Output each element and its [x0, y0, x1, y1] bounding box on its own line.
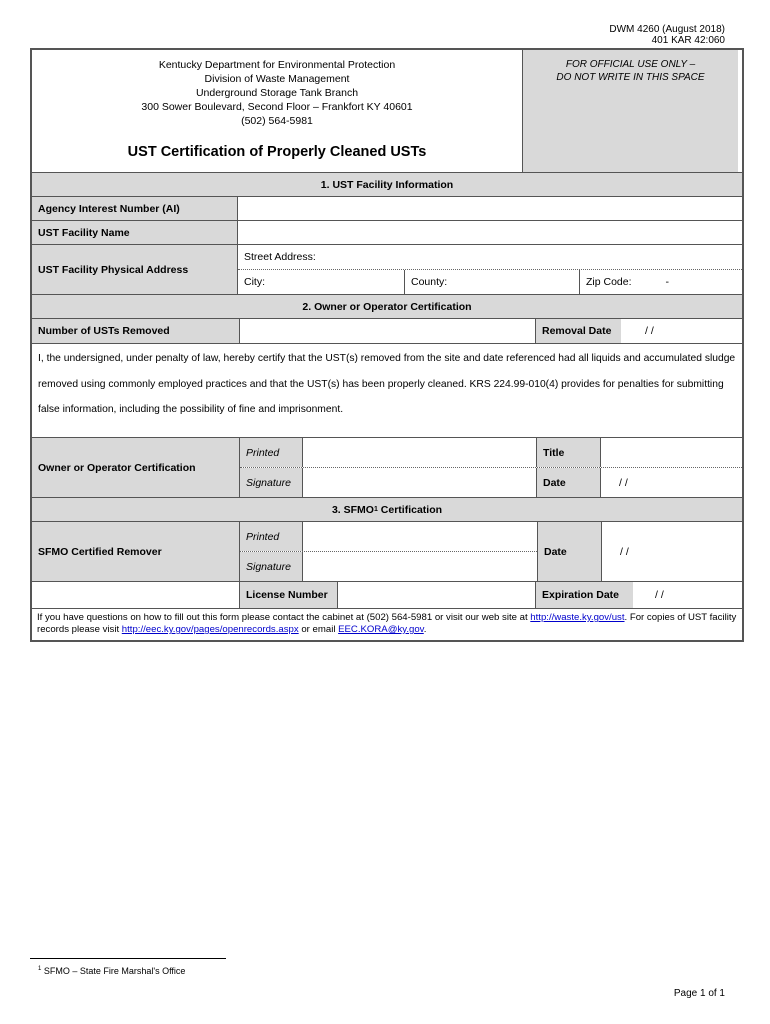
form-number: DWM 4260 (August 2018) [609, 24, 725, 35]
footnote-rule [30, 958, 226, 959]
page-number: Page 1 of 1 [673, 988, 725, 999]
owner-signature-input[interactable] [302, 468, 536, 497]
address-label: UST Facility Physical Address [32, 245, 237, 294]
help-text-part: . [423, 624, 427, 635]
ai-input[interactable] [237, 197, 742, 220]
street-address-label: Street Address: [244, 251, 316, 263]
section3-heading-prefix: 3. SFMO [331, 503, 374, 516]
facility-name-input[interactable] [237, 221, 742, 244]
form-title: UST Certification of Properly Cleaned USTs [127, 144, 427, 160]
zip-label: Zip Code: [586, 276, 632, 288]
sfmo-remover-row [32, 521, 742, 581]
official-use-line: FOR OFFICIAL USE ONLY – [565, 59, 696, 70]
footnote-marker: 1 [38, 966, 42, 972]
city-label: City: [244, 276, 265, 288]
removal-date-input[interactable] [621, 319, 742, 343]
license-number-input[interactable] [337, 582, 535, 608]
help-text [32, 609, 742, 640]
section2-heading: 2. Owner or Operator Certification [302, 300, 472, 313]
sfmo-remover-fields [239, 522, 742, 581]
owner-title-label: Title [536, 438, 600, 467]
waste-website-link[interactable]: http://waste.ky.gov/ust [530, 612, 625, 623]
address-row [32, 244, 742, 294]
certification-statement: I, the undersigned, under penalty of law, hereby certify that the UST(s) removed from the site and date referenced had all liquids and accumulated sludge removed using commonly employed practices and that the UST(s) has been properly cleaned. KRS 224.99-010(4) provides for penalties for submitting false information, including the possibility of fine and imprisonment. [38, 353, 736, 415]
city-field[interactable] [238, 270, 404, 294]
county-field[interactable] [404, 270, 579, 294]
section3-heading-suffix: Certification [377, 503, 443, 516]
county-label: County: [411, 276, 448, 288]
agency-line: Division of Waste Management [204, 73, 350, 85]
help-text-part: . For copies of UST facility records please visit [37, 612, 737, 635]
help-row [32, 608, 742, 640]
agency-line: Kentucky Department for Environmental Protection [158, 59, 396, 71]
license-number-label: License Number [239, 582, 337, 608]
expiration-date-label: Expiration Date [535, 582, 633, 608]
removal-row [32, 318, 742, 343]
sfmo-date-slashes: / / [620, 545, 629, 558]
owner-cert-label: Owner or Operator Certification [32, 438, 239, 497]
removal-date-label: Removal Date [535, 319, 621, 343]
license-row [32, 581, 742, 608]
agency-line: Underground Storage Tank Branch [195, 87, 359, 99]
help-text-part: If you have questions on how to fill out this form please contact the cabinet at (502) 564-5981 or visit our web site at [37, 612, 531, 623]
sfmo-printed-input[interactable] [302, 522, 537, 551]
section1-heading: 1. UST Facility Information [320, 178, 454, 191]
sfmo-signature-input[interactable] [302, 552, 537, 581]
sfmo-date-input[interactable] [601, 522, 742, 581]
official-use-line: DO NOT WRITE IN THIS SPACE [556, 72, 705, 83]
sfmo-remover-label: SFMO Certified Remover [32, 522, 239, 581]
owner-title-input[interactable] [600, 438, 742, 467]
form-reference [609, 24, 725, 46]
city-county-zip-row [238, 269, 742, 294]
owner-printed-label: Printed [240, 438, 302, 467]
section3-footnote-marker: 1 [373, 506, 378, 513]
zip-field[interactable] [579, 270, 742, 294]
owner-printed-row [240, 438, 742, 467]
ai-row [32, 196, 742, 220]
expiration-date-input[interactable] [633, 582, 742, 608]
num-removed-label: Number of USTs Removed [32, 319, 239, 343]
help-text-part: or email [298, 624, 339, 635]
regulation-number: 401 KAR 42:060 [651, 35, 725, 46]
owner-cert-fields [239, 438, 742, 497]
sfmo-name-fields [240, 522, 537, 581]
agency-line: (502) 564-5981 [241, 115, 313, 127]
num-removed-input[interactable] [239, 319, 535, 343]
footnote-text: SFMO – State Fire Marshal's Office [41, 966, 186, 976]
facility-name-row [32, 220, 742, 244]
agency-line: 300 Sower Boulevard, Second Floor – Frankfort KY 40601 [141, 101, 413, 113]
agency-block [32, 50, 522, 172]
owner-date-input[interactable] [600, 468, 742, 497]
section1-heading-row [32, 172, 742, 196]
owner-printed-input[interactable] [302, 438, 536, 467]
owner-signature-label: Signature [240, 468, 302, 497]
sfmo-printed-label: Printed [240, 522, 302, 551]
expiration-date-slashes: / / [655, 589, 664, 601]
ai-label: Agency Interest Number (AI) [32, 197, 237, 220]
street-address-field[interactable] [238, 245, 742, 269]
section2-heading-row [32, 294, 742, 318]
certification-statement-row [32, 343, 742, 437]
footnote [38, 966, 185, 976]
ust-certification-form [30, 48, 744, 642]
sfmo-date-label: Date [537, 522, 601, 581]
owner-cert-row [32, 437, 742, 497]
open-records-link[interactable]: http://eec.ky.gov/pages/openrecords.aspx [121, 624, 299, 635]
official-use-box [522, 50, 738, 172]
section3-heading-row [32, 497, 742, 521]
owner-signature-row [240, 467, 742, 497]
owner-date-slashes: / / [619, 476, 628, 489]
license-spacer [32, 582, 239, 608]
owner-date-label: Date [536, 468, 600, 497]
kora-email-link[interactable]: EEC.KORA@ky.gov [338, 624, 424, 635]
sfmo-printed-row [240, 522, 537, 551]
removal-date-slashes: / / [645, 325, 654, 337]
address-fields [237, 245, 742, 294]
facility-name-label: UST Facility Name [32, 221, 237, 244]
zip-dash: - [665, 276, 670, 288]
section3-heading [32, 498, 742, 521]
sfmo-signature-row [240, 551, 537, 581]
sfmo-signature-label: Signature [240, 552, 302, 581]
form-header [32, 50, 742, 172]
